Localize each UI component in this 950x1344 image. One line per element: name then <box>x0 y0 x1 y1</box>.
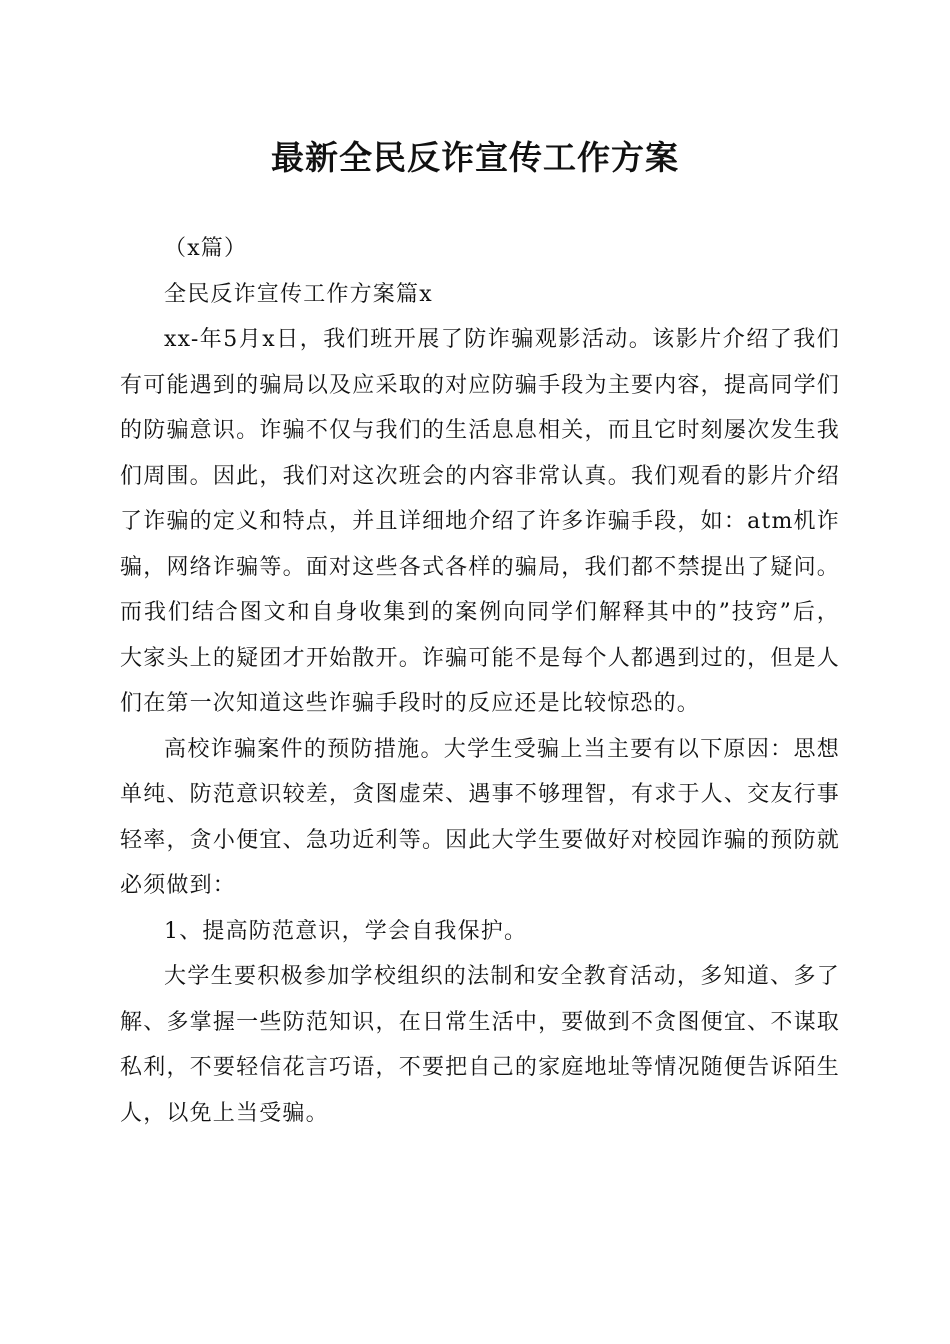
section-heading: 全民反诈宣传工作方案篇x <box>164 281 433 307</box>
paragraph-2: 高校诈骗案件的预防措施。大学生受骗上当主要有以下原因：思想单纯、防范意识较差，贪图虚荣、遇事不够理智，有求于人、交友行事轻率，贪小便宜、急功近利等。因此大学生要做好对校园诈骗的预防就必须做到： <box>120 736 840 898</box>
document-title: 最新全民反诈宣传工作方案 <box>271 138 679 177</box>
paragraph-1: xx-年5月x日，我们班开展了防诈骗观影活动。该影片介绍了我们有可能遇到的骗局以及应采取的对应防骗手段为主要内容，提高同学们的防骗意识。诈骗不仅与我们的生活息息相关，而且它时刻屡次发生我们周围。因此，我们对这次班会的内容非常认真。我们观看的影片介绍了诈骗的定义和特点，并且详细地介绍了许多诈骗手段，如：atm机诈骗，网络诈骗等。面对这些各式各样的骗局，我们都不禁提出了疑问。而我们结合图文和自身收集到的案例向同学们解释其中的”技窍”后，大家头上的疑团才开始散开。诈骗可能不是每个人都遇到过的，但是人们在第一次知道这些诈骗手段时的反应还是比较惊恐的。 <box>120 327 840 716</box>
document-body <box>120 226 840 1136</box>
paragraph-4: 大学生要积极参加学校组织的法制和安全教育活动，多知道、多了解、多掌握一些防范知识，在日常生活中，要做到不贪图便宜、不谋取私利，不要轻信花言巧语，不要把自己的家庭地址等情况随便告诉陌生人，以免上当受骗。 <box>120 964 840 1126</box>
paragraph-3: 1、提高防范意识，学会自我保护。 <box>164 918 528 944</box>
subtitle: （x篇） <box>164 236 248 261</box>
